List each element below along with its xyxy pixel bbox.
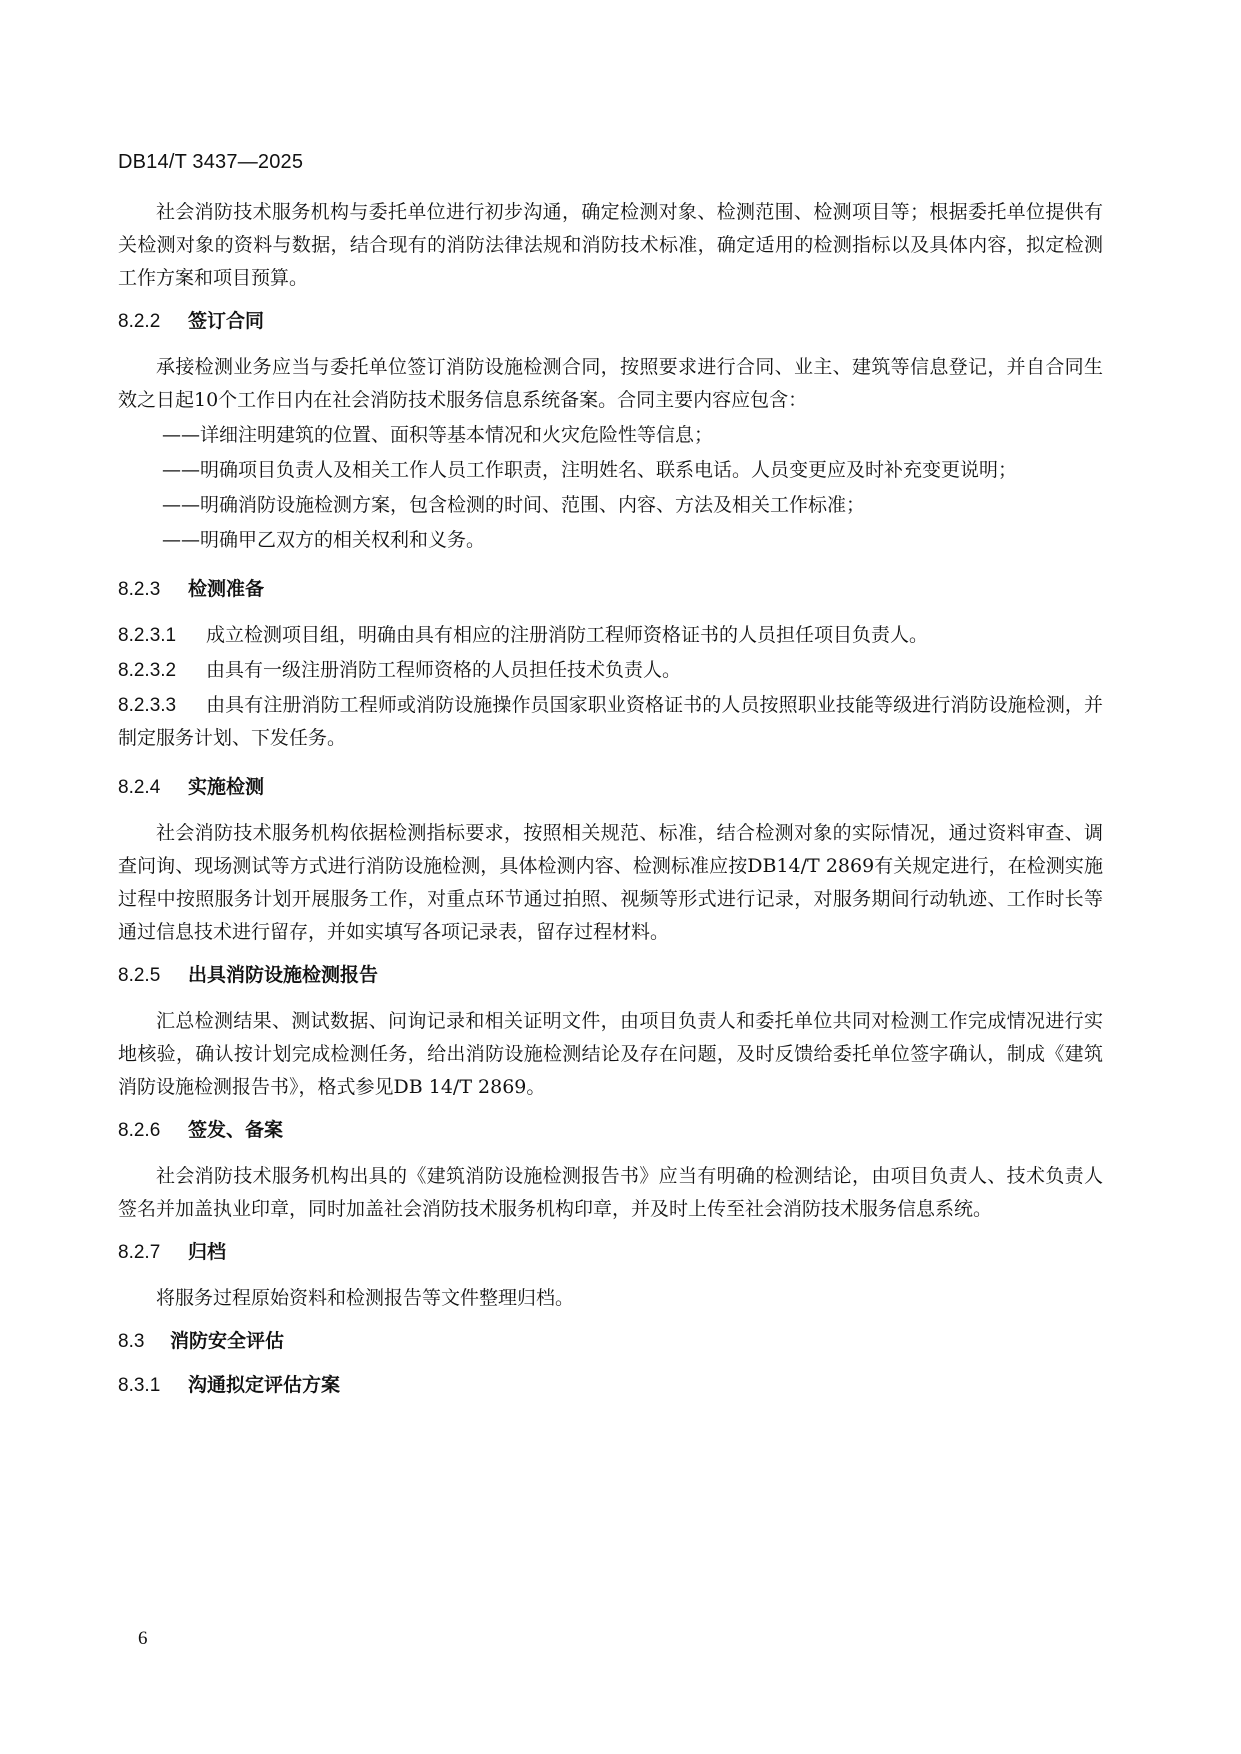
subclause-text: 由具有注册消防工程师或消防设施操作员国家职业资格证书的人员按照职业技能等级进行消防设施检测，并制定服务计划、下发任务。 (118, 694, 1103, 749)
heading-number: 8.2.6 (118, 1120, 161, 1141)
subclause-text: 成立检测项目组，明确由具有相应的注册消防工程师资格证书的人员担任项目负责人。 (206, 624, 929, 646)
page-content (118, 196, 1103, 1415)
heading-8-2-2 (118, 307, 1103, 337)
list-item: ——详细注明建筑的位置、面积等基本情况和火灾危险性等信息； (162, 424, 714, 446)
issue-filing-paragraph: 社会消防技术服务机构出具的《建筑消防设施检测报告书》应当有明确的检测结论，由项目负责人、技术负责人签名并加盖执业印章，同时加盖社会消防技术服务机构印章，并及时上传至社会消防技术服务信息系统。 (118, 1165, 1103, 1220)
heading-8-2-4 (118, 773, 1103, 803)
archive-paragraph: 将服务过程原始资料和检测报告等文件整理归档。 (156, 1287, 575, 1309)
subclause-number: 8.2.3.3 (118, 695, 177, 716)
inspection-paragraph: 社会消防技术服务机构依据检测指标要求，按照相关规范、标准，结合检测对象的实际情况，通过资料审查、调查问询、现场测试等方式进行消防设施检测，具体检测内容、检测标准应按DB14/T 2869有关规定进行，在检测实施过程中按照服务计划开展服务工作，对重点环节通过拍照、视频等形式进行记录，对服务期间行动轨迹、工作时长等通过信息技术进行留存，并如实填写各项记录表，留存过程材料。 (118, 822, 1103, 943)
heading-8-2-3 (118, 575, 1103, 605)
subclause-number: 8.2.3.2 (118, 660, 177, 681)
heading-8-3 (118, 1327, 1103, 1357)
heading-number: 8.2.5 (118, 965, 161, 986)
heading-title: 签发、备案 (188, 1120, 284, 1141)
list-item: ——明确项目负责人及相关工作人员工作职责，注明姓名、联系电话。人员变更应及时补充变更说明； (162, 459, 1018, 481)
list-item: ——明确消防设施检测方案，包含检测的时间、范围、内容、方法及相关工作标准； (162, 494, 866, 516)
heading-title: 签订合同 (188, 311, 265, 332)
heading-title: 消防安全评估 (170, 1331, 285, 1352)
heading-title: 出具消防设施检测报告 (188, 965, 379, 986)
page-number: 6 (138, 1628, 148, 1649)
standard-code: DB14/T 3437—2025 (118, 151, 304, 173)
subclause-text: 由具有一级注册消防工程师资格的人员担任技术负责人。 (206, 659, 682, 681)
heading-title: 归档 (188, 1242, 227, 1263)
intro-paragraph: 社会消防技术服务机构与委托单位进行初步沟通，确定检测对象、检测范围、检测项目等；根据委托单位提供有关检测对象的资料与数据，结合现有的消防法律法规和消防技术标准，确定适用的检测指标以及具体内容，拟定检测工作方案和项目预算。 (118, 201, 1103, 289)
subclause-8-2-3-1 (118, 619, 1103, 652)
heading-title: 检测准备 (188, 579, 265, 600)
heading-number: 8.2.2 (118, 311, 161, 332)
heading-8-3-1 (118, 1371, 1103, 1401)
subclause-8-2-3-3 (118, 689, 1103, 755)
heading-number: 8.2.3 (118, 579, 161, 600)
subclause-8-2-3-2 (118, 654, 1103, 687)
heading-title: 沟通拟定评估方案 (188, 1375, 341, 1396)
heading-number: 8.3 (118, 1331, 145, 1352)
heading-number: 8.3.1 (118, 1375, 161, 1396)
heading-8-2-6 (118, 1116, 1103, 1146)
heading-number: 8.2.4 (118, 777, 161, 798)
report-paragraph: 汇总检测结果、测试数据、问询记录和相关证明文件，由项目负责人和委托单位共同对检测工作完成情况进行实地核验，确认按计划完成检测任务，给出消防设施检测结论及存在问题，及时反馈给委托单位签字确认，制成《建筑消防设施检测报告书》，格式参见DB 14/T 2869。 (118, 1010, 1103, 1098)
heading-8-2-5 (118, 961, 1103, 991)
contract-paragraph: 承接检测业务应当与委托单位签订消防设施检测合同，按照要求进行合同、业主、建筑等信息登记，并自合同生效之日起10个工作日内在社会消防技术服务信息系统备案。合同主要内容应包含： (118, 356, 1103, 411)
heading-8-2-7 (118, 1238, 1103, 1268)
subclause-number: 8.2.3.1 (118, 625, 177, 646)
heading-title: 实施检测 (188, 777, 265, 798)
list-item: ——明确甲乙双方的相关权利和义务。 (162, 529, 486, 551)
heading-number: 8.2.7 (118, 1242, 161, 1263)
